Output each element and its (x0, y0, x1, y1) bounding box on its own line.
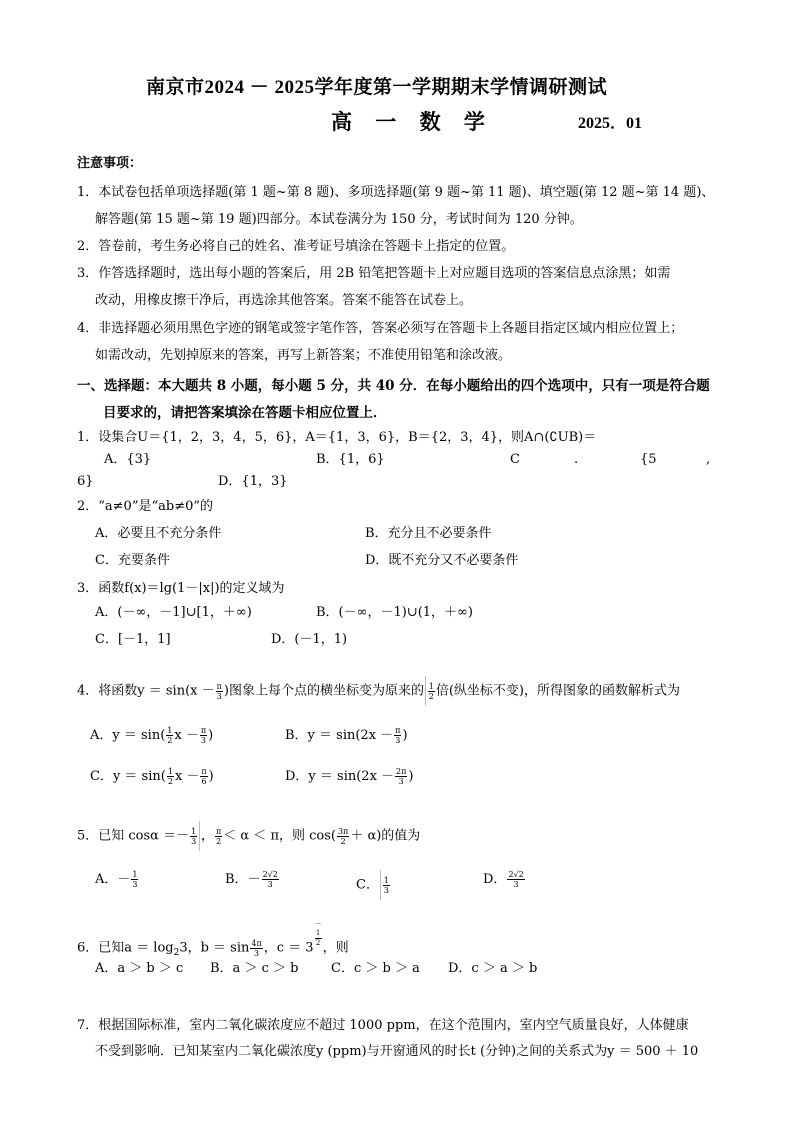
notice-item-4: 4．非选择题必须用黑色字迹的钢笔或签字笔作答，答案必须写在答题卡上各题目指定区域内相应位置上； (77, 321, 684, 336)
question-4-option-a: A．y ＝ sin( $\frac{1}{2}$ x － $\frac{\pi}{3}$ ) (90, 726, 214, 745)
question-1-option-c-end: 6} (77, 474, 94, 489)
question-6-option-b: B．a ＞ c ＞ b (210, 961, 299, 976)
fraction-pi-over-3: $\frac{\pi}{3}$ (216, 681, 222, 701)
notice-item-1: 1．本试卷包括单项选择题(第 1 题~第 8 题)、多项选择题(第 9 题~第 11 题)、填空题(第 12 题~第 14 题)、 (77, 185, 715, 200)
question-7-stem: 7．根据国际标准，室内二氧化碳浓度应不超过 1000 ppm，在这个范围内，室内空气质量良好，人体健康 (77, 1018, 689, 1033)
section-heading: 一、选择题：本大题共 8 小题，每小题 5 分，共 40 分．在每小题给出的四个选项中，只有一项是符合题 (77, 378, 710, 394)
section-heading-cont: 目要求的，请把答案填涂在答题卡相应位置上． (103, 405, 387, 421)
question-7-stem-cont: 不受到影响．已知某室内二氧化碳浓度y (ppm)与开窗通风的时长t (分钟)之间的关系式为y ＝ 500 ＋ 10 (95, 1044, 699, 1059)
notice-item-1-cont: 解答题(第 15 题~第 19 题)四部分。本试卷满分为 150 分，考试时间为 120 分钟。 (95, 212, 583, 227)
question-3-option-b: B．(－∞，－1)∪(1，＋∞) (316, 605, 473, 620)
question-2-stem: 2．“a≠0”是“ab≠0”的 (77, 499, 214, 514)
question-3-option-d: D．(－1，1) (271, 632, 348, 647)
notice-heading: 注意事项： (77, 156, 143, 171)
question-5-option-d: D． $\frac{2√2}{3}$ (483, 870, 524, 889)
question-3-option-c: C．[－1，1] (95, 632, 171, 647)
question-4-option-c: C．y ＝ sin( $\frac{1}{2}$ x － $\frac{\pi}{6}$ ) (90, 767, 214, 786)
exam-title: 南京市2024 － 2025学年度第一学期期末学情调研测试 (146, 77, 608, 98)
question-4-option-b: B．y ＝ sin(2x － $\frac{\pi}{3}$ ) (285, 726, 408, 745)
question-1-stem: 1．设集合U＝{1，2，3，4，5，6}，A＝{1，3，6}，B＝{2，3，4}，则A∩(∁UB)＝ (77, 430, 597, 445)
question-2-option-d: D．既不充分又不必要条件 (365, 553, 519, 568)
question-2-option-b: B．充分且不必要条件 (365, 526, 492, 541)
question-6-option-d: D．c ＞ a ＞ b (448, 961, 538, 976)
question-4-option-d: D．y ＝ sin(2x － $\frac{2\pi}{3}$ ) (285, 767, 414, 786)
notice-item-3-cont: 改动，用橡皮擦干净后，再选涂其他答案。答案不能答在试卷上。 (95, 293, 473, 308)
question-1-option-c-dot: . (574, 452, 579, 467)
question-3-stem: 3．函数f(x)＝lg(1－|x|)的定义域为 (77, 581, 285, 596)
question-3-option-a: A．(－∞，－1]∪[1，＋∞) (95, 605, 252, 620)
question-1-option-c-comma: , (706, 452, 711, 467)
fraction-one-half: $\frac{1}{2}$ (428, 681, 434, 701)
question-6-stem: 6．已知$a = \log_23$，b ＝ sin $\frac{4\pi}{3}$ ，c ＝ 3 － 1 2 ，则 (77, 920, 349, 959)
question-6-option-a: A．a ＞ b ＞ c (95, 961, 184, 976)
question-1-option-c-letter: C (510, 452, 520, 467)
notice-item-2: 2．答卷前，考生务必将自己的姓名、准考证号填涂在答题卡上指定的位置。 (77, 239, 515, 254)
question-1-option-a: A．{3} (104, 452, 152, 467)
question-1-option-d: D．{1，3} (218, 474, 288, 489)
question-6-option-c: C．c ＞ b ＞ a (331, 961, 420, 976)
notice-item-3: 3．作答选择题时，选出每小题的答案后，用 2B 铅笔把答题卡上对应题目选项的答案信息点涂黑；如需 (77, 266, 671, 281)
question-2-option-c: C．充要条件 (95, 553, 170, 568)
question-1-option-b: B．{1，6} (316, 452, 385, 467)
exam-date: 2025．01 (578, 115, 643, 132)
subject-title: 高 一 数 学 (331, 109, 493, 134)
question-5-option-c: C． $\frac{1}{3}$ (356, 875, 389, 895)
question-5-option-a: A．－ $\frac{1}{3}$ (95, 870, 138, 889)
question-1-option-c-value: {5 (640, 452, 657, 467)
notice-item-4-cont: 如需改动，先划掉原来的答案，再写上新答案；不准使用铅笔和涂改液。 (95, 348, 512, 363)
question-5-stem: 5．已知 cosα ＝－ $\frac{1}{3}$ ， $\frac{\pi}{2}$ ＜ α ＜ π，则 cos( $\frac{3\pi}{2}$ ＋ α)的值为 (77, 826, 421, 846)
question-5-option-b: B．－ $\frac{2√2}{3}$ (225, 870, 278, 889)
question-4-stem: 4．将函数y ＝ sin(x － $\frac{\pi}{3}$ )图象上每个点的横坐标变为原来的 $\frac{1}{2}$ 倍(纵坐标不变)，所得图象的函数解析式为 (77, 681, 681, 701)
question-2-option-a: A．必要且不充分条件 (95, 526, 222, 541)
